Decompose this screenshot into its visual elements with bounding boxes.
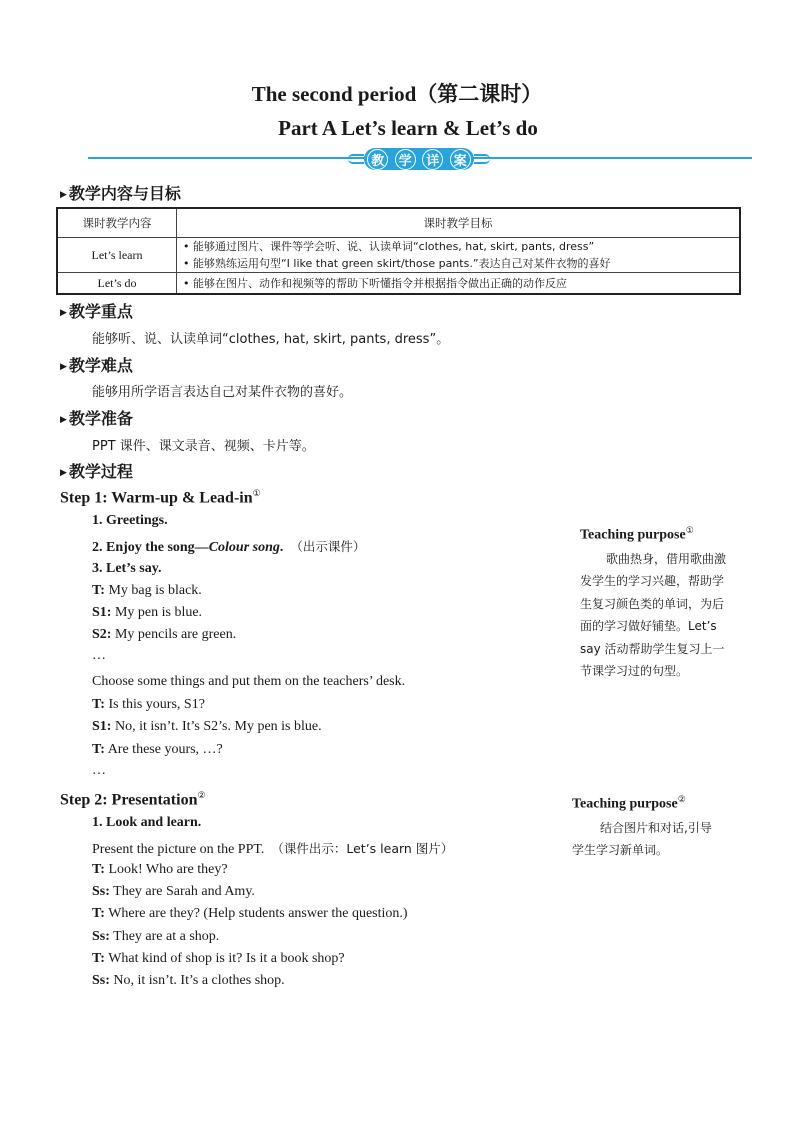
dialogue-line: T: Where are they? (Help students answer the question.) <box>92 906 408 921</box>
section-heading-key-points: ▶ 教学重点 <box>60 302 133 321</box>
table-cell-goals <box>177 273 741 295</box>
banner-char: 教 <box>367 149 388 170</box>
triangle-bullet-icon: ▶ <box>60 362 67 372</box>
table-row <box>57 273 740 295</box>
banner-char: 学 <box>395 149 416 170</box>
dialogue-line: T: Is this yours, S1? <box>92 697 205 712</box>
triangle-bullet-icon: ▶ <box>60 190 67 200</box>
section-heading-difficulties: ▶ 教学难点 <box>60 356 133 375</box>
step1-item: 2. Enjoy the song—Colour song. （出示课件） <box>92 539 366 555</box>
goal-item: • 能够熟练运用句型“I like that green skirt/those pants.”表达自己对某件衣物的喜好 <box>183 257 611 270</box>
teaching-purpose-note-2 <box>572 794 752 862</box>
section-heading-content-goals: ▶ 教学内容与目标 <box>60 184 181 203</box>
difficulties-text: 能够用所学语言表达自己对某件衣物的喜好。 <box>92 385 353 400</box>
key-points-text: 能够听、说、认读单词“clothes, hat, skirt, pants, dress”。 <box>92 332 450 347</box>
lesson-plan-banner <box>346 145 492 173</box>
step1-item: 1. Greetings. <box>92 513 168 528</box>
table-header-row <box>57 208 740 238</box>
goals-table <box>56 207 741 295</box>
dialogue-line: S1: No, it isn’t. It’s S2’s. My pen is blue. <box>92 719 322 734</box>
goal-item: • 能够在图片、动作和视频等的帮助下听懂指令并根据指令做出正确的动作反应 <box>183 276 567 290</box>
dialogue-line: S2: My pencils are green. <box>92 627 237 642</box>
triangle-bullet-icon: ▶ <box>60 415 67 425</box>
preparation-text: PPT 课件、课文录音、视频、卡片等。 <box>92 439 315 454</box>
triangle-bullet-icon: ▶ <box>60 308 67 318</box>
dialogue-line: Ss: They are at a shop. <box>92 929 220 944</box>
ellipsis: … <box>92 648 106 663</box>
table-cell-content: Let’s learn <box>57 238 177 273</box>
step2-item: Present the picture on the PPT. （课件出示：Let’s learn 图片） <box>92 841 454 857</box>
step2-heading: Step 2: Presentation② <box>60 790 206 809</box>
page-title: The second period（第二课时） <box>251 82 543 106</box>
step1-item: 3. Let’s say. <box>92 561 162 576</box>
teaching-purpose-label: Teaching purpose② <box>572 794 686 812</box>
table-cell-content: Let’s do <box>57 273 177 295</box>
section-heading-process: ▶ 教学过程 <box>60 462 133 481</box>
teaching-purpose-note-1 <box>580 525 755 683</box>
table-row <box>57 238 740 273</box>
teaching-purpose-label: Teaching purpose① <box>580 525 694 543</box>
table-header-goals: 课时教学目标 <box>177 208 741 238</box>
dialogue-line: T: What kind of shop is it? Is it a book shop? <box>92 951 345 966</box>
banner-ornament-right <box>474 154 490 164</box>
teaching-purpose-text: 歌曲热身，借用歌曲激 发学生的学习兴趣，帮助学 生复习颜色类的单词，为后 面的学习做好铺垫。Let’s say 活动帮助学生复习上一 节课学习过的句型。 <box>580 551 727 679</box>
dialogue-line: T: Look! Who are they? <box>92 862 228 877</box>
banner-char: 详 <box>422 149 443 170</box>
step1-heading: Step 1: Warm-up & Lead-in① <box>60 488 261 507</box>
table-cell-goals <box>177 238 741 273</box>
triangle-bullet-icon: ▶ <box>60 468 67 478</box>
dialogue-line: S1: My pen is blue. <box>92 605 203 620</box>
banner-ornament-left <box>348 154 364 164</box>
dialogue-line: T: Are these yours, …? <box>92 742 223 757</box>
teaching-purpose-text: 结合图片和对话,引导 学生学习新单词。 <box>572 820 712 858</box>
banner-char: 案 <box>450 149 471 170</box>
section-heading-preparation: ▶ 教学准备 <box>60 409 133 428</box>
goal-item: • 能够通过图片、课件等学会听、说、认读单词“clothes, hat, skirt, pants, dress” <box>183 240 595 253</box>
dialogue-line: Ss: They are Sarah and Amy. <box>92 884 255 899</box>
dialogue-line: T: My bag is black. <box>92 583 202 598</box>
table-header-content: 课时教学内容 <box>57 208 177 238</box>
step2-item: 1. Look and learn. <box>92 815 202 830</box>
dialogue-line: Choose some things and put them on the teachers’ desk. <box>92 674 406 689</box>
ellipsis: … <box>92 763 106 778</box>
page-subtitle: Part A Let’s learn & Let’s do <box>278 116 538 140</box>
dialogue-line: Ss: No, it isn’t. It’s a clothes shop. <box>92 973 285 988</box>
